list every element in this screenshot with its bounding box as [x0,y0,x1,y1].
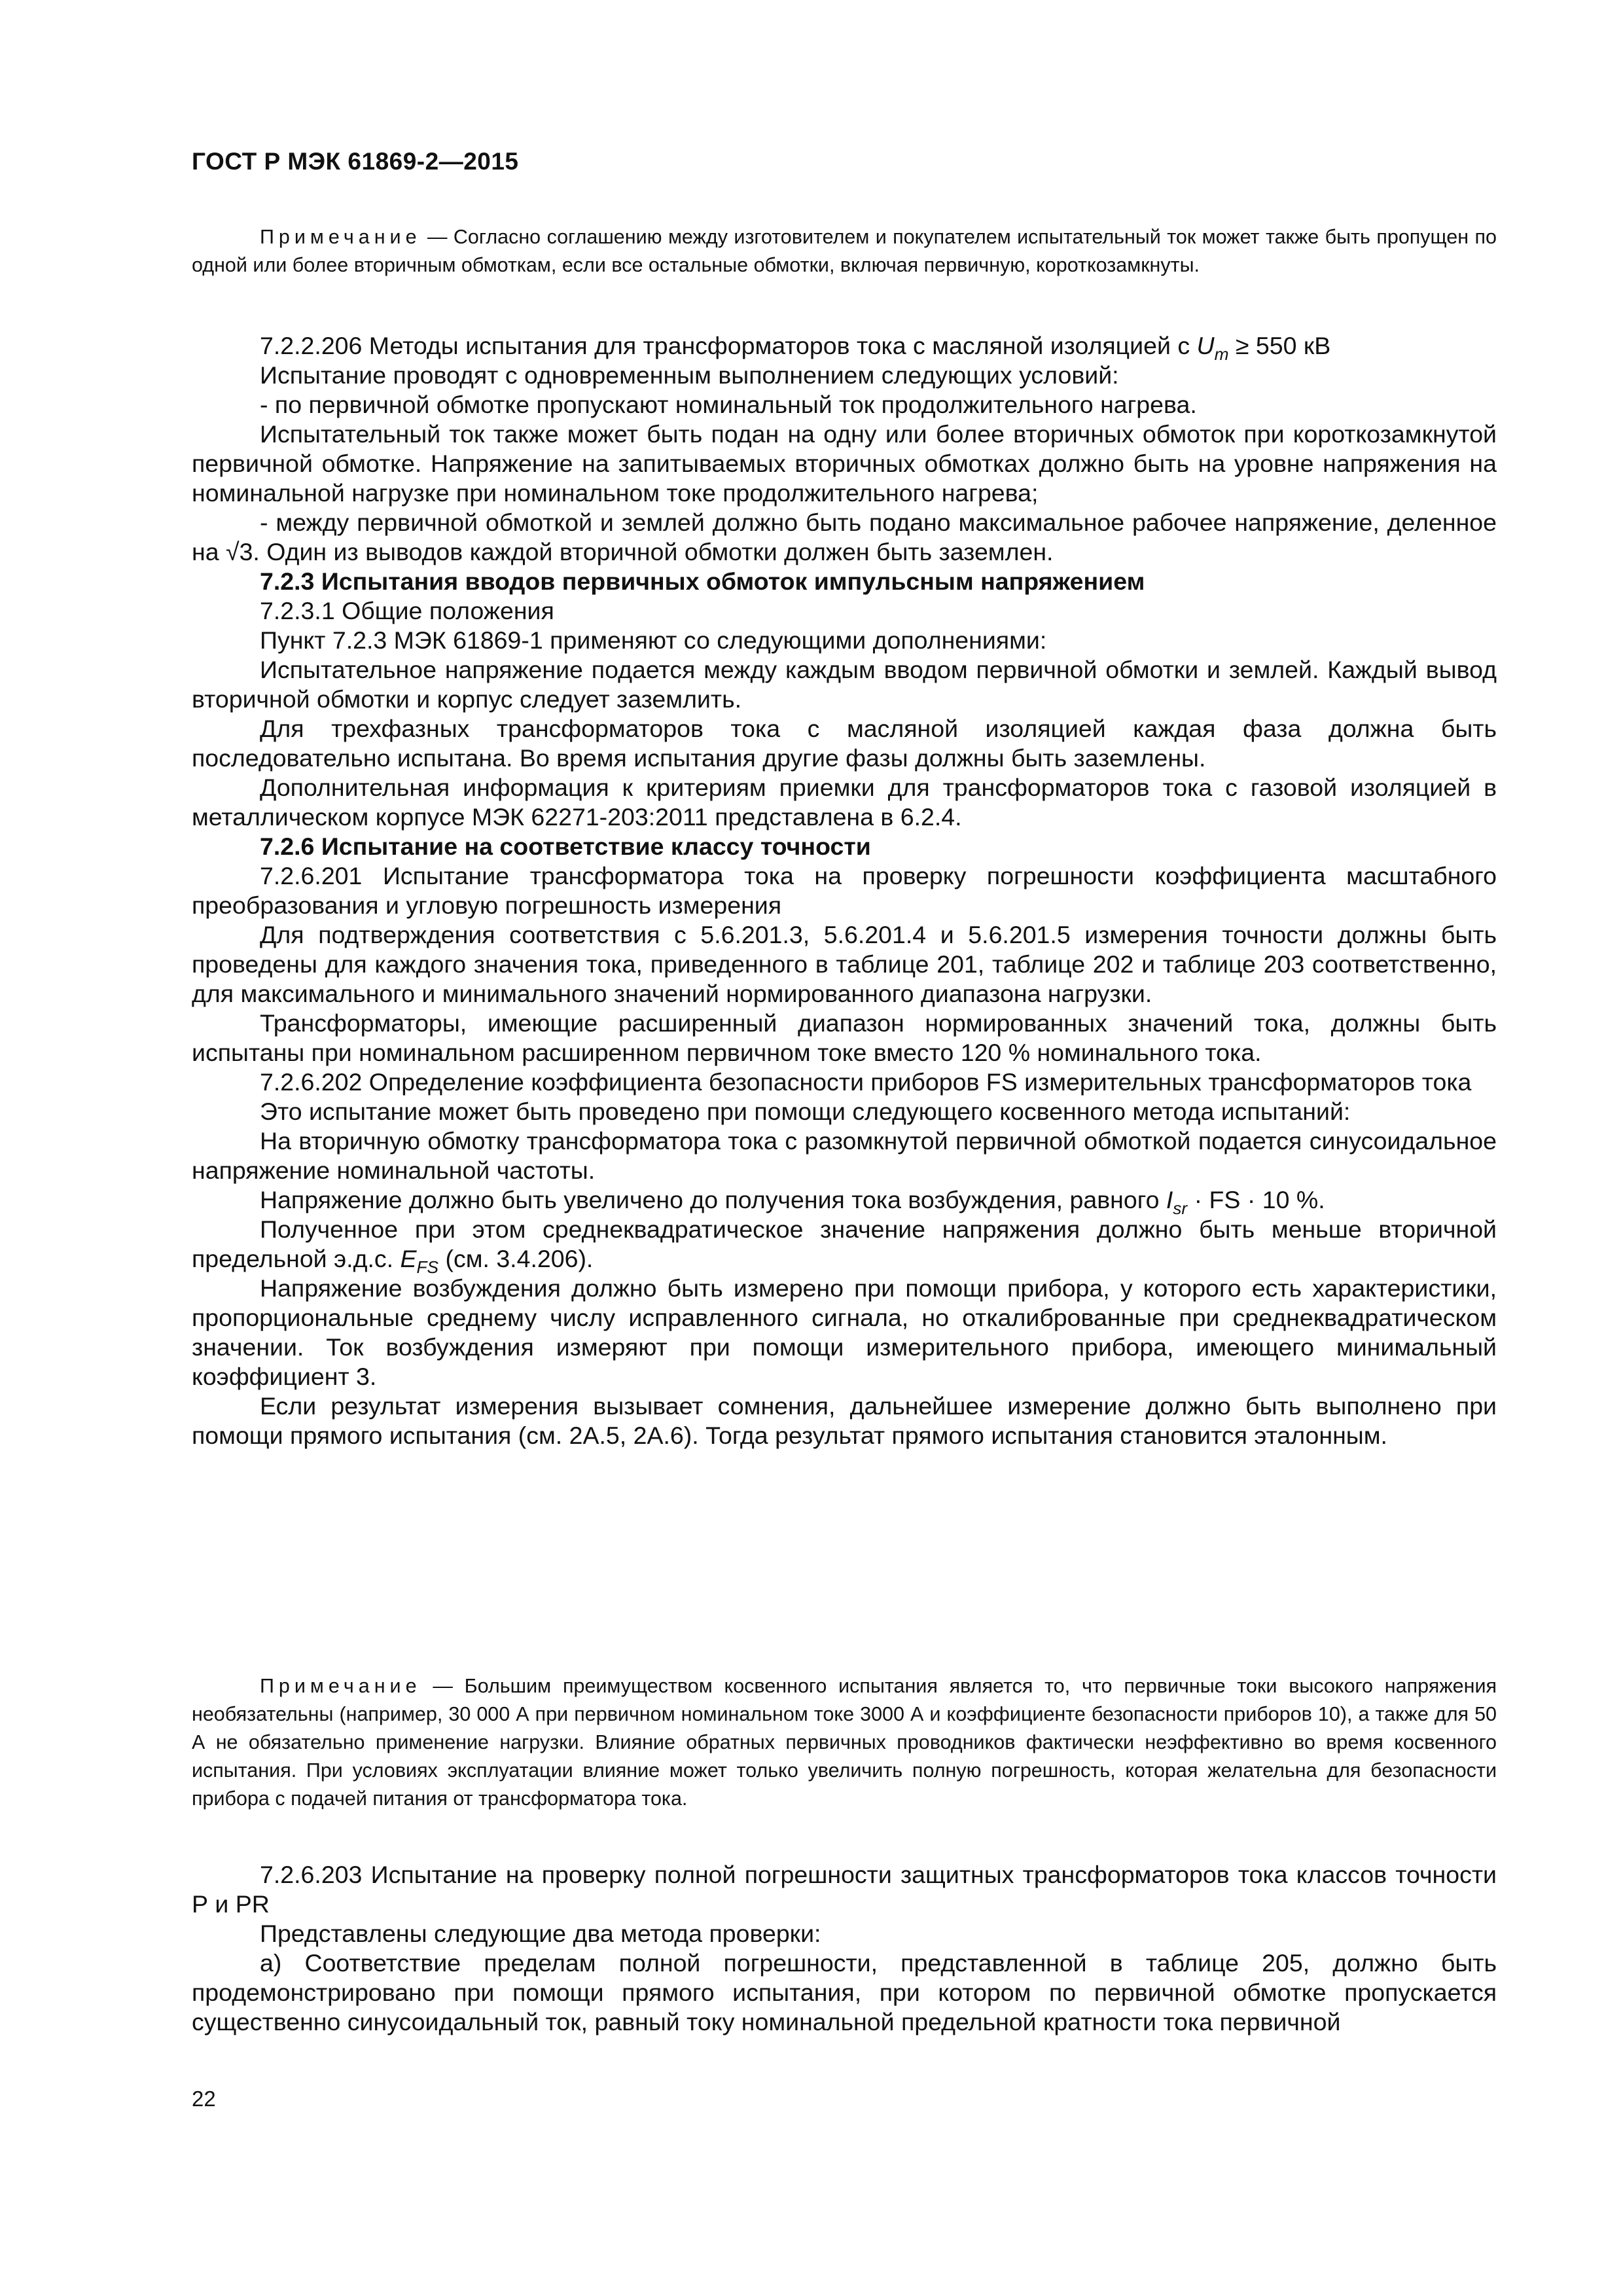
para-text: Полученное при этом среднеквадратическое значение напряжения должно быть меньше вторичной предельной э.д.с. [192,1215,1497,1272]
paragraph: Для подтверждения соответствия с 5.6.201.3, 5.6.201.4 и 5.6.201.5 измерения точности должны быть проведены для каждого значения тока, приведенного в таблице 201, таблице 202 и таблице 203 соответственно, для максимального и минимального значений нормированного диапазона нагрузки. [192,921,1497,1007]
paragraph: 7.2.6.201 Испытание трансформатора тока на проверку погрешности коэффициента масштабного преобразования и угловую погрешность измерения [192,862,1497,919]
note-block-2 [192,1672,1497,1813]
paragraph: - по первичной обмотке пропускают номинальный ток продолжительного нагрева. [260,391,1197,418]
note-2-text: — Большим преимуществом косвенного испытания является то, что первичные токи высокого напряжения необязательны (например, 30 000 А при первичном номинальном токе 3000 А и коэффициенте безопасности приборов 10), а также для 50 А не обязательно применение нагрузки. Влияние обратных первичных проводников фактически неэффективно во время косвенного испытания. При условиях эксплуатации влияние может только увеличить полную погрешность, которая желательна для безопасности прибора с подачей питания от трансформатора тока. [192,1675,1497,1810]
var-e: E [400,1245,417,1272]
para-text: · FS · 10 %. [1187,1186,1325,1213]
note-1-text: — Согласно соглашению между изготовителем и покупателем испытательный ток может также быть пропущен по одной или более вторичным обмоткам, если все остальные обмотки, включая первичную, короткозамкнуты. [192,226,1497,276]
paragraph-efs [192,1215,1497,1278]
note-1-label: Примечание [260,226,421,248]
section-heading-7-2-3: 7.2.3 Испытания вводов первичных обмоток импульсным напряжением [260,567,1145,595]
paragraph: Пункт 7.2.3 МЭК 61869-1 применяют со следующими дополнениями: [260,626,1047,654]
paragraph: Дополнительная информация к критериям приемки для трансформаторов тока с газовой изоляцией в металлическом корпусе МЭК 62271-203:2011 представлена в 6.2.4. [192,774,1497,831]
paragraph: Трансформаторы, имеющие расширенный диапазон нормированных значений тока, должны быть испытаны при номинальном расширенном первичном токе вместо 120 % номинального тока. [192,1009,1497,1066]
paragraph: 7.2.3.1 Общие положения [260,597,554,624]
para-text: ≥ 550 кВ [1228,332,1331,359]
paragraph: Представлены следующие два метода проверки: [260,1920,821,1947]
var-i-sub: sr [1173,1198,1188,1219]
paragraph: Напряжение возбуждения должно быть измерено при помощи прибора, у которого есть характеристики, пропорциональные среднему числу исправленного сигнала, но откалиброванные при среднеквадратическом значении. Ток возбуждения измеряют при помощи измерительного прибора, имеющего минимальный коэффициент 3. [192,1274,1497,1390]
page-number: 22 [192,2087,216,2111]
paragraph: а) Соответствие пределам полной погрешности, представленной в таблице 205, должно быть продемонстрировано при помощи прямого испытания, при котором по первичной обмотке пропускается существенно синусоидальный ток, равный току номинальной предельной кратности тока первичной [192,1949,1497,2036]
para-text: 7.2.2.206 Методы испытания для трансформаторов тока с масляной изоляцией с [260,332,1197,359]
para-text: (см. 3.4.206). [438,1245,594,1272]
paragraph: На вторичную обмотку трансформатора тока с разомкнутой первичной обмоткой подается синусоидальное напряжение номинальной частоты. [192,1127,1497,1184]
paragraph: Испытание проводят с одновременным выполнением следующих условий: [260,361,1119,389]
note-2 [192,1672,1497,1813]
paragraph: Это испытание может быть проведено при помощи следующего косвенного метода испытаний: [260,1098,1351,1125]
var-i: I [1166,1186,1173,1213]
section-heading-7-2-6: 7.2.6 Испытание на соответствие классу точности [260,833,871,860]
paragraph: Для трехфазных трансформаторов тока с масляной изоляцией каждая фаза должна быть последовательно испытана. Во время испытания другие фазы должны быть заземлены. [192,715,1497,772]
var-u: U [1196,332,1215,359]
note-1 [192,223,1497,279]
paragraph-isr [192,1185,1497,1219]
note-block-1 [192,223,1497,279]
paragraph: 7.2.6.202 Определение коэффициента безопасности приборов FS измерительных трансформаторов тока [260,1068,1472,1096]
note-2-label: Примечание [260,1675,421,1697]
var-u-sub: m [1214,344,1229,365]
main-text-1 [192,331,1497,1450]
var-e-sub: FS [416,1257,439,1278]
paragraph: 7.2.6.203 Испытание на проверку полной погрешности защитных трансформаторов тока классов точности Р и PR [192,1861,1497,1918]
paragraph: Испытательный ток также может быть подан на одну или более вторичных обмоток при короткозамкнутой первичной обмотке. Напряжение на запитываемых вторичных обмотках должно быть на уровне напряжения на номинальной нагрузке при номинальном токе продолжительного нагрева; [192,420,1497,507]
paragraph: Если результат измерения вызывает сомнения, дальнейшее измерение должно быть выполнено при помощи прямого испытания (см. 2А.5, 2А.6). Тогда результат прямого испытания становится эталонным. [192,1392,1497,1449]
para-7-2-2-206 [192,331,1497,365]
main-text-2 [192,1860,1497,2037]
paragraph: - между первичной обмоткой и землей должно быть подано максимальное рабочее напряжение, деленное на √3. Один из выводов каждой вторичной обмотки должен быть заземлен. [192,509,1497,565]
para-text: Напряжение должно быть увеличено до получения тока возбуждения, равного [260,1186,1166,1213]
paragraph: Испытательное напряжение подается между каждым вводом первичной обмотки и землей. Каждый вывод вторичной обмотки и корпус следует заземлить. [192,656,1497,713]
document-header: ГОСТ Р МЭК 61869-2—2015 [192,148,519,175]
